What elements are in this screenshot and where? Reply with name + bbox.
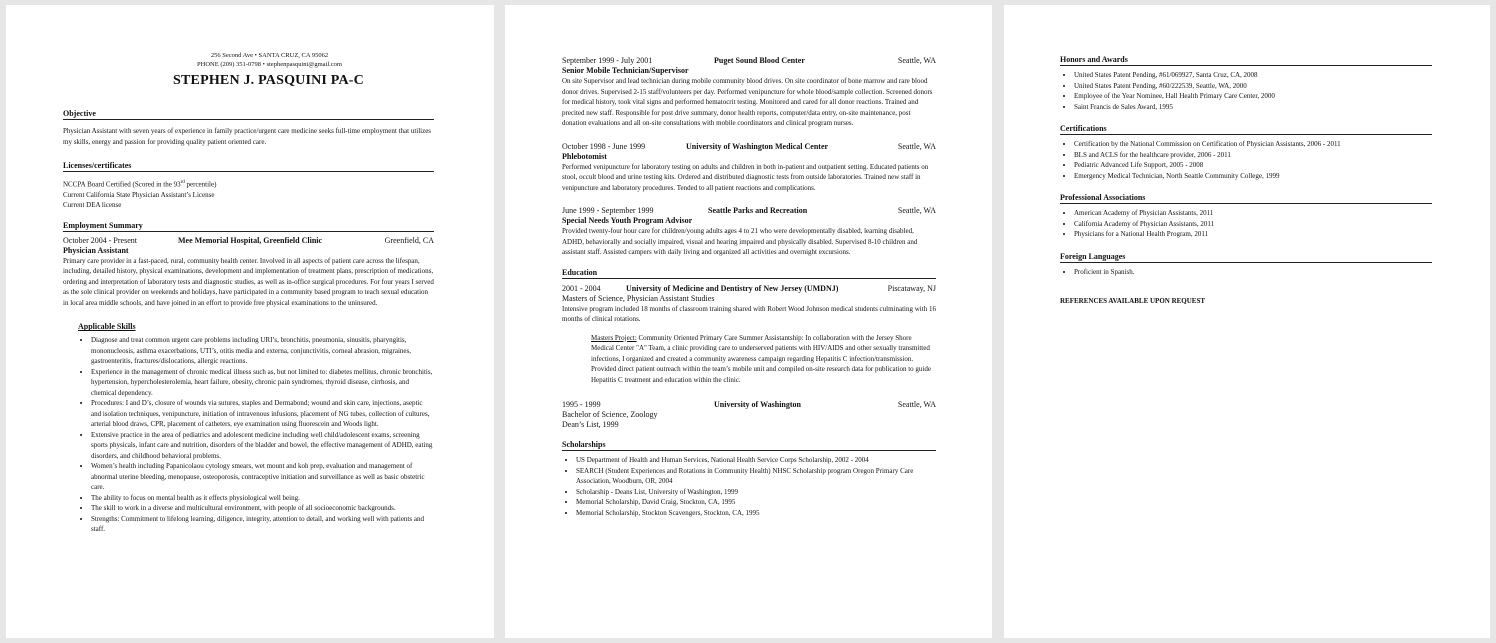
- objective-text: Physician Assistant with seven years of experience in family practice/urgent care medicine seeks full-time employment that utilizes my skills, energy and passion for providing quality patient oriented care.: [63, 127, 432, 146]
- job-title: Physician Assistant: [63, 245, 129, 255]
- job-dates: June 1999 - September 1999: [562, 206, 654, 215]
- resume-page-3: [1004, 5, 1490, 638]
- job-dates: September 1999 - July 2001: [562, 56, 653, 65]
- education-dates: 1995 - 1999: [562, 400, 601, 409]
- licenses-heading: Licenses/certificates: [63, 161, 434, 172]
- association-item: • California Academy of Physician Assistants, 2011: [1074, 219, 1432, 230]
- honor-item: • Saint Francis de Sales Award, 1995: [1074, 102, 1432, 113]
- job-header: [562, 141, 936, 152]
- scholarship-item: • Memorial Scholarship, David Craig, Stockton, CA, 1995: [576, 497, 936, 508]
- education-dates: 2001 - 2004: [562, 283, 601, 293]
- certification-item: • Emergency Medical Technician, North Seattle Community College, 1999: [1074, 171, 1432, 182]
- honors-heading: Honors and Awards: [1060, 55, 1432, 66]
- job-title: Phlebotomist: [562, 151, 607, 161]
- certification-item: • BLS and ACLS for the healthcare provider, 2006 - 2011: [1074, 150, 1432, 161]
- education-location: Piscataway, NJ: [887, 283, 936, 293]
- license-item: Current California State Physician Assistant’s License: [63, 190, 215, 199]
- association-item: • Physicians for a National Health Program, 2011: [1074, 229, 1432, 240]
- honor-item: • United States Patent Pending, #60/222539, Seattle, WA, 2000: [1074, 81, 1432, 92]
- honor-item: • United States Patent Pending, #61/069927, Santa Cruz, CA, 2008: [1074, 70, 1432, 81]
- skills-heading: Applicable Skills: [78, 322, 136, 332]
- job-dates: October 2004 - Present: [63, 235, 137, 245]
- job-employer: Puget Sound Blood Center: [714, 56, 805, 65]
- scholarships-heading: Scholarships: [562, 440, 936, 451]
- job-description: Provided twenty-four hour care for children/young adults ages 4 to 21 who were developmentally disabled, learning disabled, ADHD, behaviorally and socially impaired, visual and hearing impaired and physically disabled. Supervised 8-10 children and assistant staff. Assisted campers with daily living and organized all activities and overnight excursions.: [562, 227, 918, 256]
- education-header: [562, 399, 936, 410]
- license-item: NCCPA Board Certified (Scored in the 93rd percentile): [63, 180, 217, 189]
- associations-list: [1060, 208, 1432, 240]
- job-location: Seattle, WA: [897, 141, 936, 151]
- masters-project-label: Masters Project:: [591, 333, 637, 342]
- associations-heading: Professional Associations: [1060, 193, 1432, 204]
- contact-phone-email: PHONE (209) 351-0798 • stephenpasquini@gmail.com: [197, 61, 342, 68]
- resume-page-1: [6, 5, 494, 638]
- job-location: Greenfield, CA: [384, 235, 434, 245]
- skill-item: • Women’s health including Papanicolaou cytology smears, wet mount and koh prep, evaluation and management of abnormal uterine bleeding, menopause, osteoporosis, contraceptive initiation and surveillance as well as basic obstetric care.: [91, 461, 434, 493]
- applicant-name: STEPHEN J. PASQUINI PA-C: [173, 73, 364, 88]
- languages-list: [1060, 267, 1432, 278]
- honor-item: • Employee of the Year Nominee, Hall Health Primary Care Center, 2000: [1074, 91, 1432, 102]
- employment-heading: Employment Summary: [63, 221, 434, 232]
- skill-item: • The skill to work in a diverse and multicultural environment, with people of all socioeconomic backgrounds.: [91, 503, 434, 514]
- scholarship-item: • SEARCH (Student Experiences and Rotations in Community Health) NHSC Scholarship program Oregon Primary Care Association, Woodburn, OR, 2004: [576, 466, 936, 487]
- job-description: Performed venipuncture for laboratory testing on adults and children in both in-patient and outpatient setting. Educated patients on stool, occult blood and urine testing kits. Ordered and distributed diagnostic tests from outside laboratories. Trained new staff in venipuncture and laboratory procedures. Tended to all patient reactions and complications.: [562, 162, 929, 192]
- scholarship-item: • Scholarship - Deans List, University of Washington, 1999: [576, 487, 936, 498]
- job-employer: University of Washington Medical Center: [686, 141, 829, 151]
- job-location: Seattle, WA: [897, 206, 936, 215]
- job-title: Special Needs Youth Program Advisor: [562, 216, 693, 225]
- job-header: [562, 55, 936, 66]
- association-item: • American Academy of Physician Assistants, 2011: [1074, 208, 1432, 219]
- references-note: REFERENCES AVAILABLE UPON REQUEST: [1060, 297, 1206, 305]
- job-title: Senior Mobile Technician/Supervisor: [562, 66, 689, 75]
- education-honor: Dean’s List, 1999: [562, 420, 619, 429]
- education-header: [562, 283, 936, 294]
- contact-address: 256 Second Ave • SANTA CRUZ, CA 95062: [210, 52, 329, 59]
- skills-list: [63, 335, 434, 535]
- job-header: [63, 235, 434, 246]
- certification-item: • Pediatric Advanced Life Support, 2005 - 2008: [1074, 160, 1432, 171]
- job-location: Seattle, WA: [897, 56, 936, 65]
- education-heading: Education: [562, 268, 936, 279]
- job-description: On site Supervisor and lead technician during mobile community blood drives. On site coordinator of bone marrow and rare blood donor drives. Supervised 2-15 staff/volunteers per day. Performed venipuncture for whole blood/sample collection. Screened donors for medical history, took vital signs and performed hematocrit testing. Monitored and cared for all donor reactions. Trained and precited new staff. Responsible for post drive summary, donor health reports, computer/data entry, on-site maintenance, post donation evaluations and all on-site consultations with mobile coordinators and clinical program nurses.: [562, 77, 933, 127]
- languages-heading: Foreign Languages: [1060, 252, 1432, 263]
- masters-project-text: Community Oriented Primary Care Summer Assistantship: In collaboration with the Jersey Shore Medical Center "A" Team, a clinic providing care to underserved patients with HIV/AIDS and other sexually transmitted infections, I organized and created a community awareness campaign regarding Hepatitis C infection/transmission. Provided direct patient outreach within the team’s mobile unit and compiled on-site research data for publication to guide Hepatitis C treatment and education within the clinic.: [591, 333, 931, 384]
- education-school: University of Medicine and Dentistry of New Jersey (UMDNJ): [626, 283, 839, 293]
- license-item: Current DEA license: [63, 201, 122, 210]
- job-description: Primary care provider in a fast-paced, rural, community health center. Involved in all aspects of patient care across the lifespan, including, detailed history, physical examinations, development and implementation of treatment plans, prescription of medications, ordering and interpretation of laboratory tests and diagnostic studies, as well as in-office surgical procedures. For four years I served as the sole clinical provider on weekends and holidays, have participated in a community based program to teach sexual education in local area middle schools, and have joined in an effort to provide free physical examinations to the uninsured.: [63, 256, 434, 307]
- resume-page-2: [505, 5, 992, 638]
- education-degree: Masters of Science, Physician Assistant Studies: [562, 293, 715, 303]
- education-degree: Bachelor of Science, Zoology: [562, 410, 658, 419]
- skill-item: • Diagnose and treat common urgent care problems including URI’s, bronchitis, pneumonia, sinusitis, pharyngitis, mononucleosis, asthma exacerbations, UTI’s, otitis media and externa, conjunctivitis, corneal abrasion, migraines, gastroenteritis, fractures/dislocations, allergic reactions.: [91, 335, 434, 367]
- education-description: Intensive program included 18 months of classroom training shared with Robert Wood Johnson medical students culminating with 16 months of clinical rotations.: [562, 304, 936, 323]
- skill-item: • Procedures: I and D’s, closure of wounds via sutures, staples and Dermabond; wound and skin care, injections, aseptic and isolation techniques, venipuncture, initiation of intravenous infusions, placement of NG tubes, collection of cultures, arterial blood draws, CPR, placement of catheters, eye examination using fluorescein and Woods light.: [91, 398, 434, 430]
- certifications-list: [1060, 139, 1432, 181]
- job-dates: October 1998 - June 1999: [562, 141, 646, 151]
- skill-item: • The ability to focus on mental health as it effects physiological well being.: [91, 493, 434, 504]
- honors-list: [1060, 70, 1432, 112]
- education-school: University of Washington: [714, 400, 801, 409]
- scholarship-item: • US Department of Health and Human Services, National Health Service Corps Scholarship, 2002 - 2004: [576, 455, 936, 466]
- scholarship-item: • Memorial Scholarship, Stockton Scavengers, Stockton, CA, 1995: [576, 508, 936, 519]
- certifications-heading: Certifications: [1060, 124, 1432, 135]
- skill-item: • Experience in the management of chronic medical illness such as, but not limited to: diabetes mellitus, chronic bronchitis, hypertension, hypercholesterolemia, heart failure, obesity, chronic pain syndromes, thyroid disease, cirrhosis, and chemical dependency.: [91, 367, 434, 399]
- certification-item: • Certification by the National Commission on Certification of Physician Assistants, 2006 - 2011: [1074, 139, 1432, 150]
- objective-heading: Objective: [63, 109, 434, 120]
- skill-item: • Extensive practice in the area of pediatrics and adolescent medicine including well child/adolescent exams, screening sports physicals, infant care and nutrition, disorders of the bladder and bowel, the effective management of ADHD, eating disorders, and childhood behavioral problems.: [91, 430, 434, 462]
- language-item: • Proficient in Spanish.: [1074, 267, 1432, 278]
- scholarships-list: [562, 455, 936, 518]
- masters-project: [562, 333, 936, 386]
- skill-item: • Strengths: Commitment to lifelong learning, diligence, integrity, attention to detail, and working well with patients and staff.: [91, 514, 434, 535]
- job-employer: Mee Memorial Hospital, Greenfield Clinic: [178, 235, 323, 245]
- job-employer: Seattle Parks and Recreation: [708, 206, 808, 215]
- job-header: [562, 205, 936, 216]
- education-location: Seattle, WA: [897, 400, 936, 409]
